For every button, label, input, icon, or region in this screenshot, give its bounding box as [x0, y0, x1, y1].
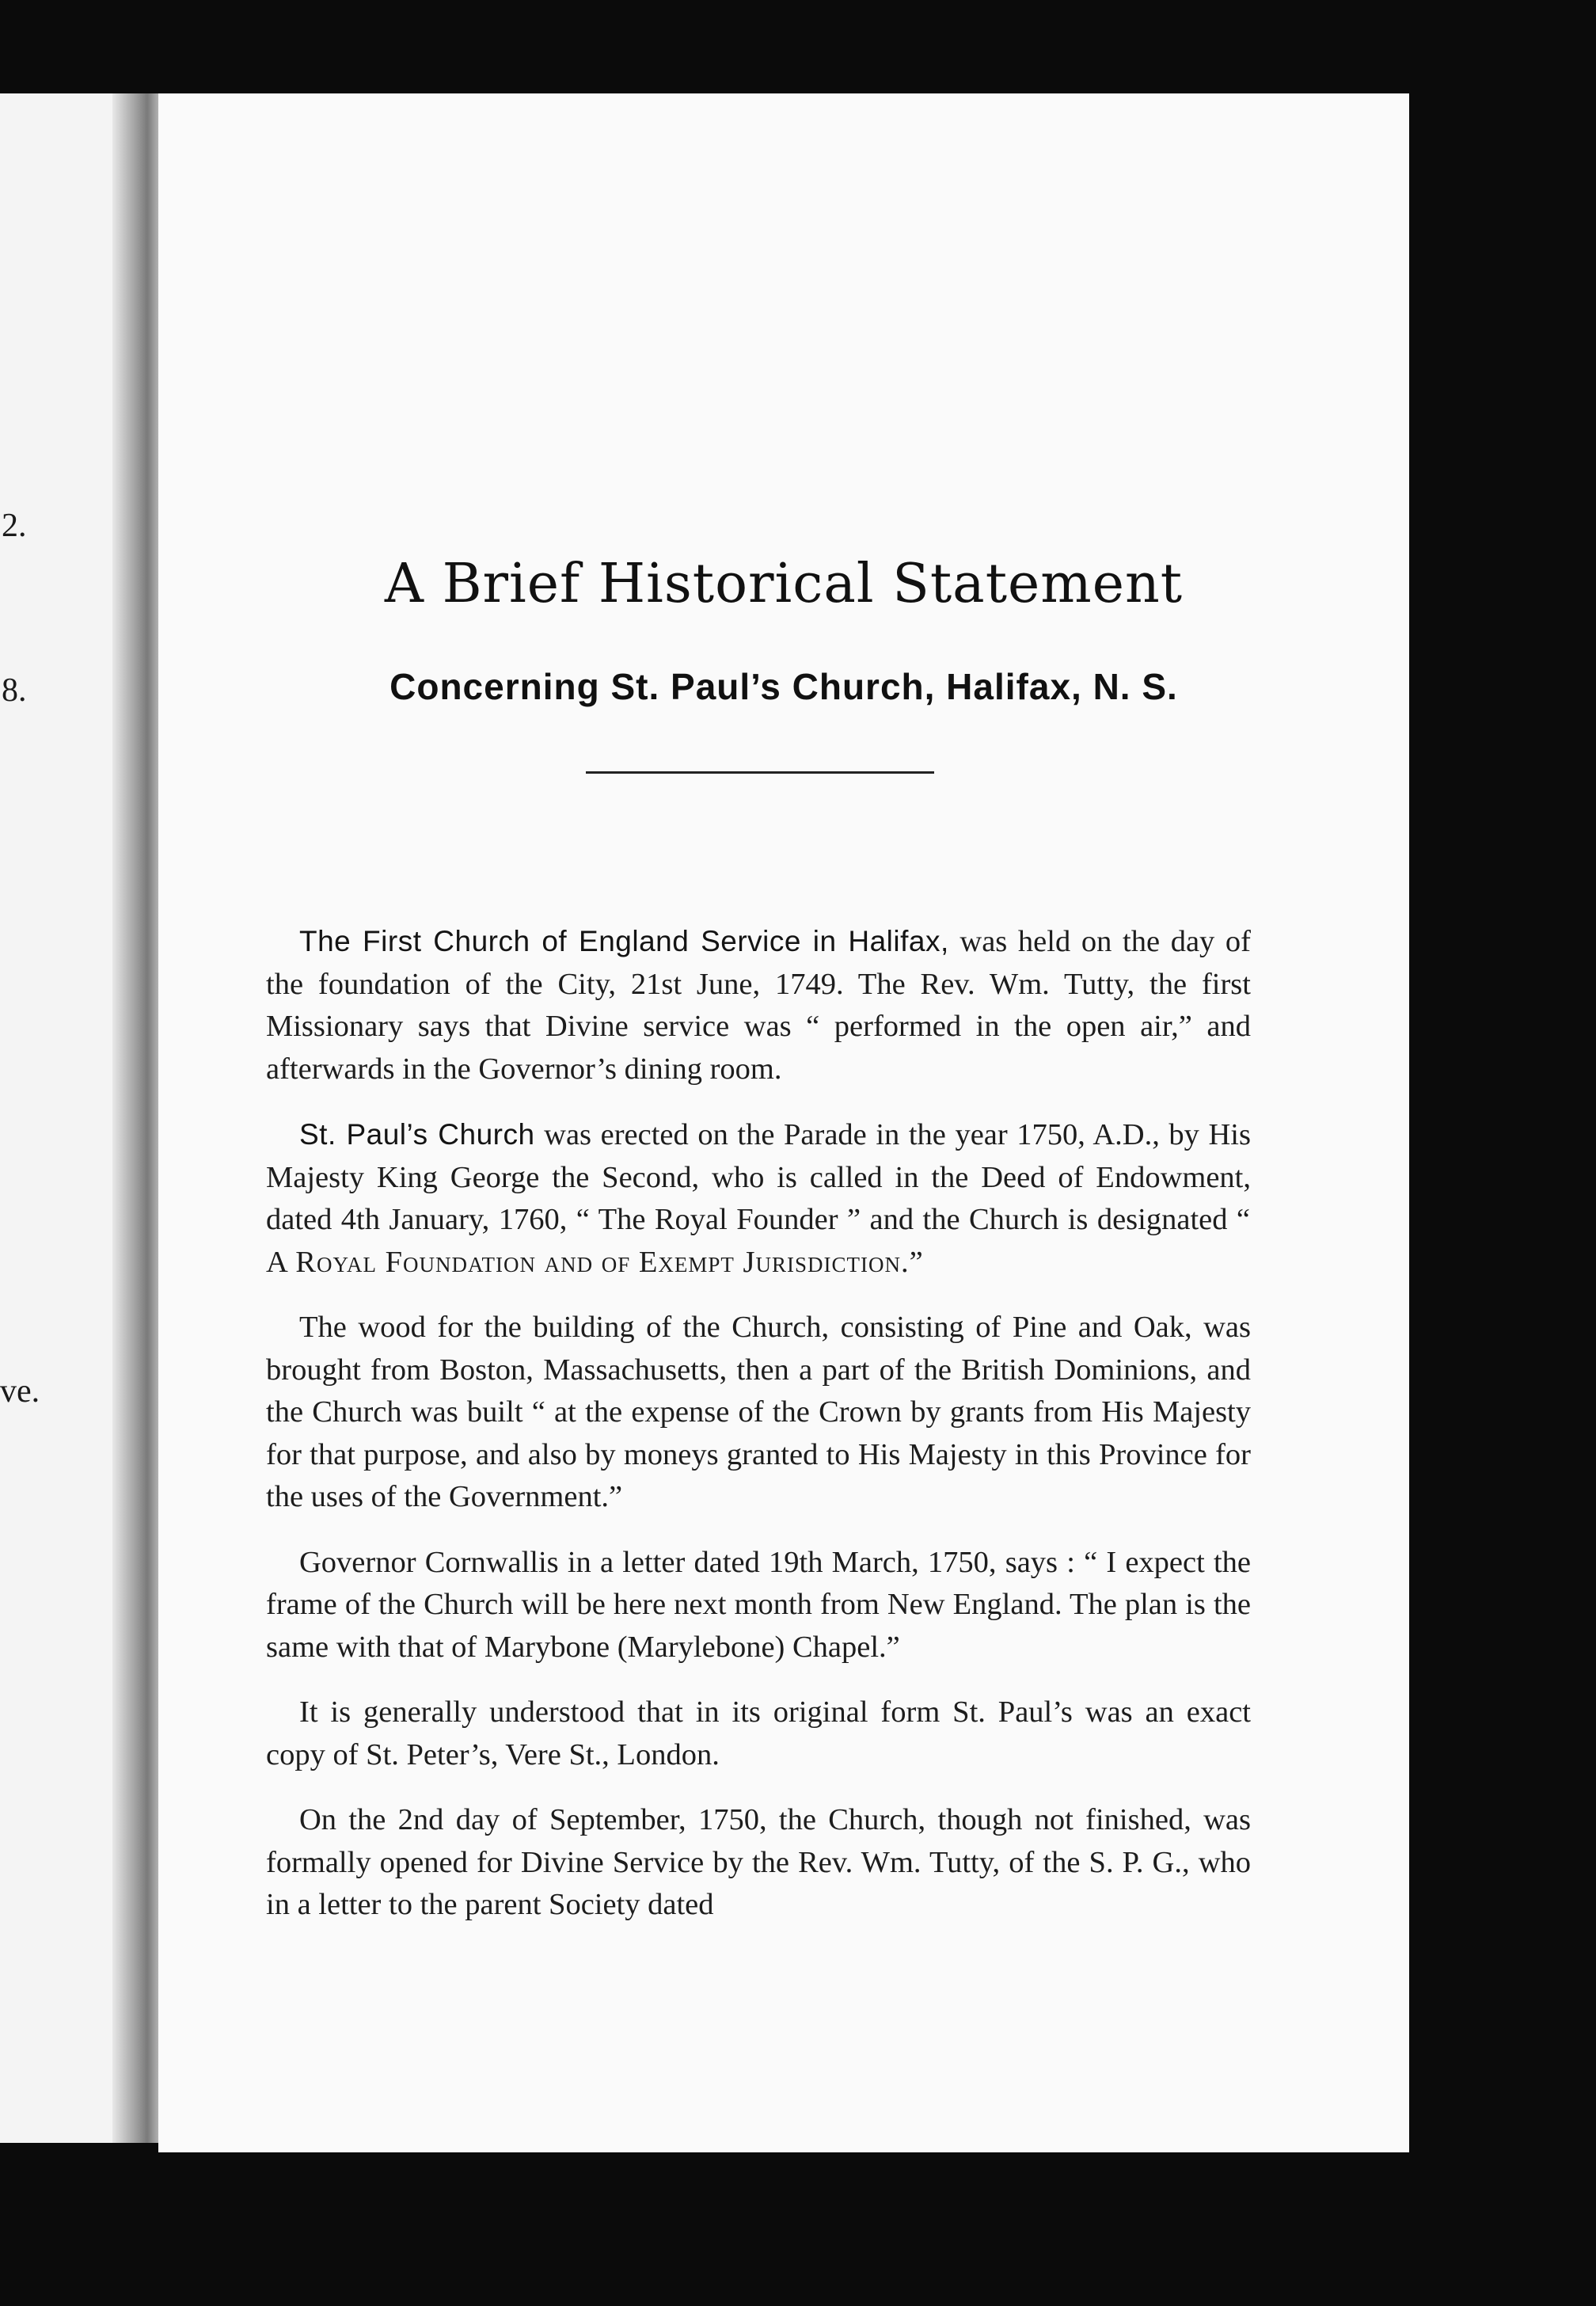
left-facing-page	[0, 93, 112, 2143]
paragraph-lead: St. Paul’s Church	[299, 1118, 535, 1151]
page-subtitle: Concerning St. Paul’s Church, Halifax, N. S.	[390, 666, 1178, 707]
paragraph-lead: The First Church of England Service in Halifax,	[299, 925, 949, 957]
paragraph-text: was held on the day of the foundation of the City, 21st June, 1749. The Rev. Wm. Tutty, the first Missionary says that Divine service was “ performed in the open air,” and afterwards in the Governor’s dining room.	[266, 925, 1251, 1086]
paragraph-text: Governor Cornwallis in a letter dated 19th March, 1750, says : “ I expect the frame of the Church will be here next month from New England. The plan is the same with that of Marybone (Marylebone) Chapel.”	[266, 1545, 1251, 1664]
paragraph	[266, 920, 1251, 1090]
paragraph-smallcaps: “ A Royal Foundation and of Exempt Jurisdiction.”	[266, 1203, 1251, 1279]
paragraph	[266, 1691, 1251, 1776]
paragraph	[266, 1307, 1251, 1519]
paragraph-text: On the 2nd day of September, 1750, the Church, though not finished, was formally opened for Divine Service by the Rev. Wm. Tutty, of the S. P. G., who in a letter to the parent Society dated	[266, 1803, 1251, 1921]
main-page	[158, 93, 1409, 2152]
paragraph	[266, 1799, 1251, 1927]
paragraph-text: The wood for the building of the Church, consisting of Pine and Oak, was brought from Boston, Massachusetts, then a part of the British Dominions, and the Church was built “ at the expense of the Crown by grants from His Majesty for that purpose, and also by moneys granted to His Majesty in this Province for the uses of the Government.”	[266, 1311, 1251, 1513]
paragraph	[266, 1113, 1251, 1284]
paragraph-text: It is generally understood that in its original form St. Paul’s was an exact copy of St. Peter’s, Vere St., London.	[266, 1695, 1251, 1771]
left-page-fragment: 8.	[2, 672, 27, 709]
body-text	[266, 920, 1251, 1950]
left-page-fragment: 2.	[2, 508, 27, 544]
page-title: A Brief Historical Statement	[384, 553, 1184, 615]
title-divider	[586, 771, 934, 774]
paragraph	[266, 1542, 1251, 1669]
paragraph-text: was erected on the Parade in the year 1750, A.D., by His Majesty King George the Second, who is called in the Deed of Endowment, dated 4th January, 1760, “ The Royal Founder ” and the Church is designated	[266, 1118, 1251, 1236]
left-page-fragment: ve.	[0, 1373, 40, 1410]
